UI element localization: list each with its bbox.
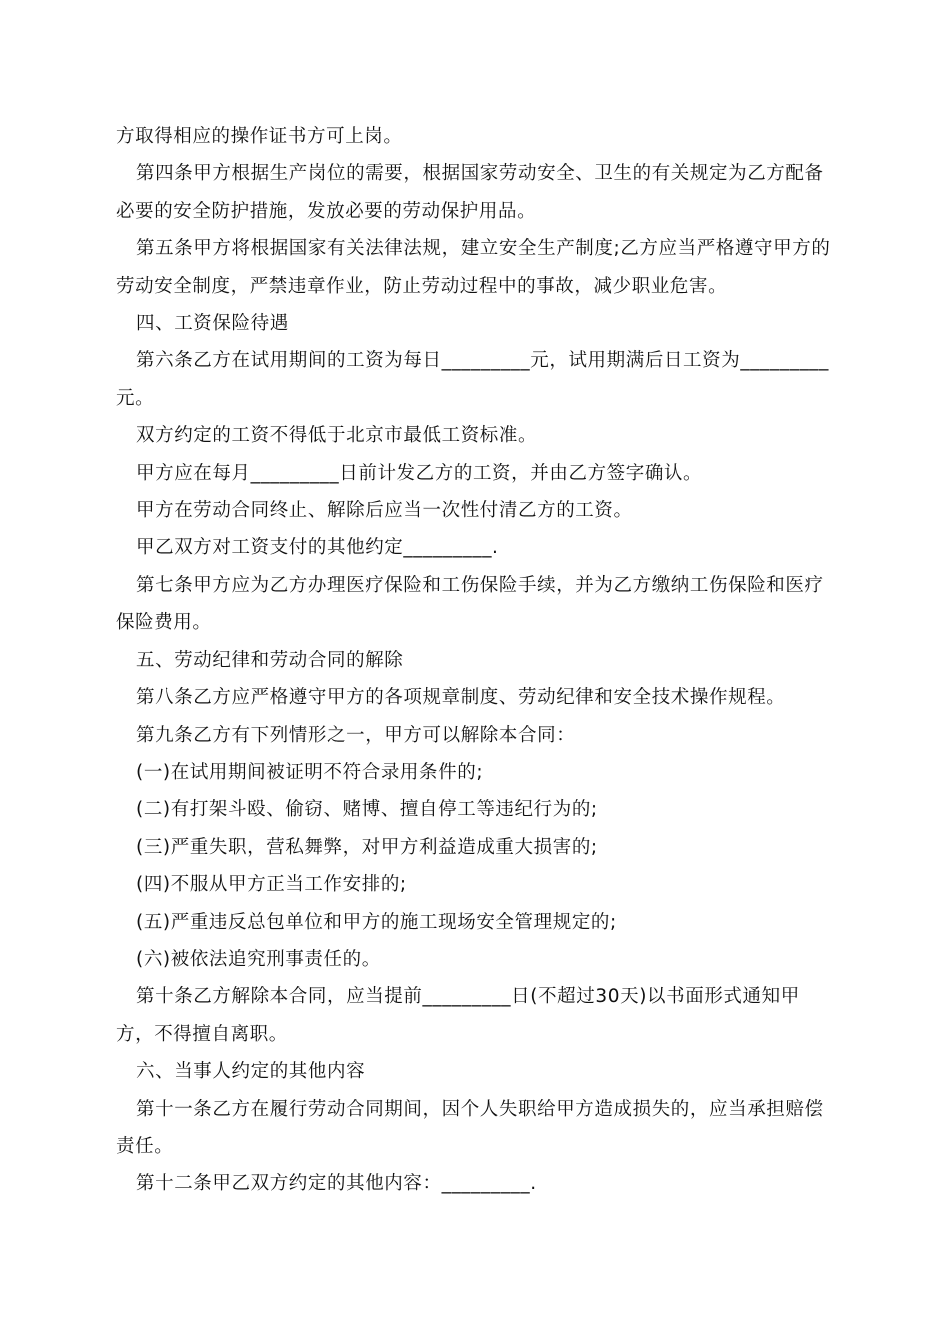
paragraph: 甲方应在每月_________日前计发乙方的工资，并由乙方签字确认。 xyxy=(136,462,703,484)
paragraph: 双方约定的工资不得低于北京市最低工资标准。 xyxy=(136,425,538,447)
paragraph: 第五条甲方将根据国家有关法律法规，建立安全生产制度;乙方应当严格遵守甲方的劳动安全制度，严禁违章作业，防止劳动过程中的事故，减少职业危害。 xyxy=(116,238,831,297)
section-heading: 五、劳动纪律和劳动合同的解除 xyxy=(136,649,404,671)
paragraph: 第十一条乙方在履行劳动合同期间，因个人失职给甲方造成损失的，应当承担赔偿责任。 xyxy=(116,1098,824,1157)
section-heading: 六、当事人约定的其他内容 xyxy=(136,1061,366,1083)
paragraph: 第六条乙方在试用期间的工资为每日_________元，试用期满后日工资为_________元。 xyxy=(116,350,830,409)
list-item: (一)在试用期间被证明不符合录用条件的; xyxy=(136,761,484,783)
paragraph: 第九条乙方有下列情形之一，甲方可以解除本合同： xyxy=(136,724,576,746)
paragraph: 第七条甲方应为乙方办理医疗保险和工伤保险手续，并为乙方缴纳工伤保险和医疗保险费用。 xyxy=(116,574,824,634)
paragraph: 方取得相应的操作证书方可上岗。 xyxy=(116,126,403,147)
list-item: (六)被依法追究刑事责任的。 xyxy=(136,948,381,970)
list-item: (二)有打架斗殴、偷窃、赌博、擅自停工等违纪行为的; xyxy=(136,799,598,821)
paragraph: 第四条甲方根据生产岗位的需要，根据国家劳动安全、卫生的有关规定为乙方配备必要的安全防护措施，发放必要的劳动保护用品。 xyxy=(116,163,824,222)
list-item: (五)严重违反总包单位和甲方的施工现场安全管理规定的; xyxy=(136,911,617,933)
document-body xyxy=(116,118,838,1203)
paragraph: 甲方在劳动合同终止、解除后应当一次性付清乙方的工资。 xyxy=(136,500,633,522)
paragraph: 第十条乙方解除本合同，应当提前_________日(不超过30天)以书面形式通知甲方，不得擅自离职。 xyxy=(116,986,800,1045)
list-item: (四)不服从甲方正当工作安排的; xyxy=(136,874,407,896)
paragraph: 甲乙双方对工资支付的其他约定_________. xyxy=(136,537,499,559)
paragraph: 第十二条甲乙双方约定的其他内容：_________. xyxy=(136,1173,537,1195)
list-item: (三)严重失职，营私舞弊，对甲方利益造成重大损害的; xyxy=(136,836,598,858)
paragraph: 第八条乙方应严格遵守甲方的各项规章制度、劳动纪律和安全技术操作规程。 xyxy=(136,687,786,709)
section-heading: 四、工资保险待遇 xyxy=(136,313,289,335)
